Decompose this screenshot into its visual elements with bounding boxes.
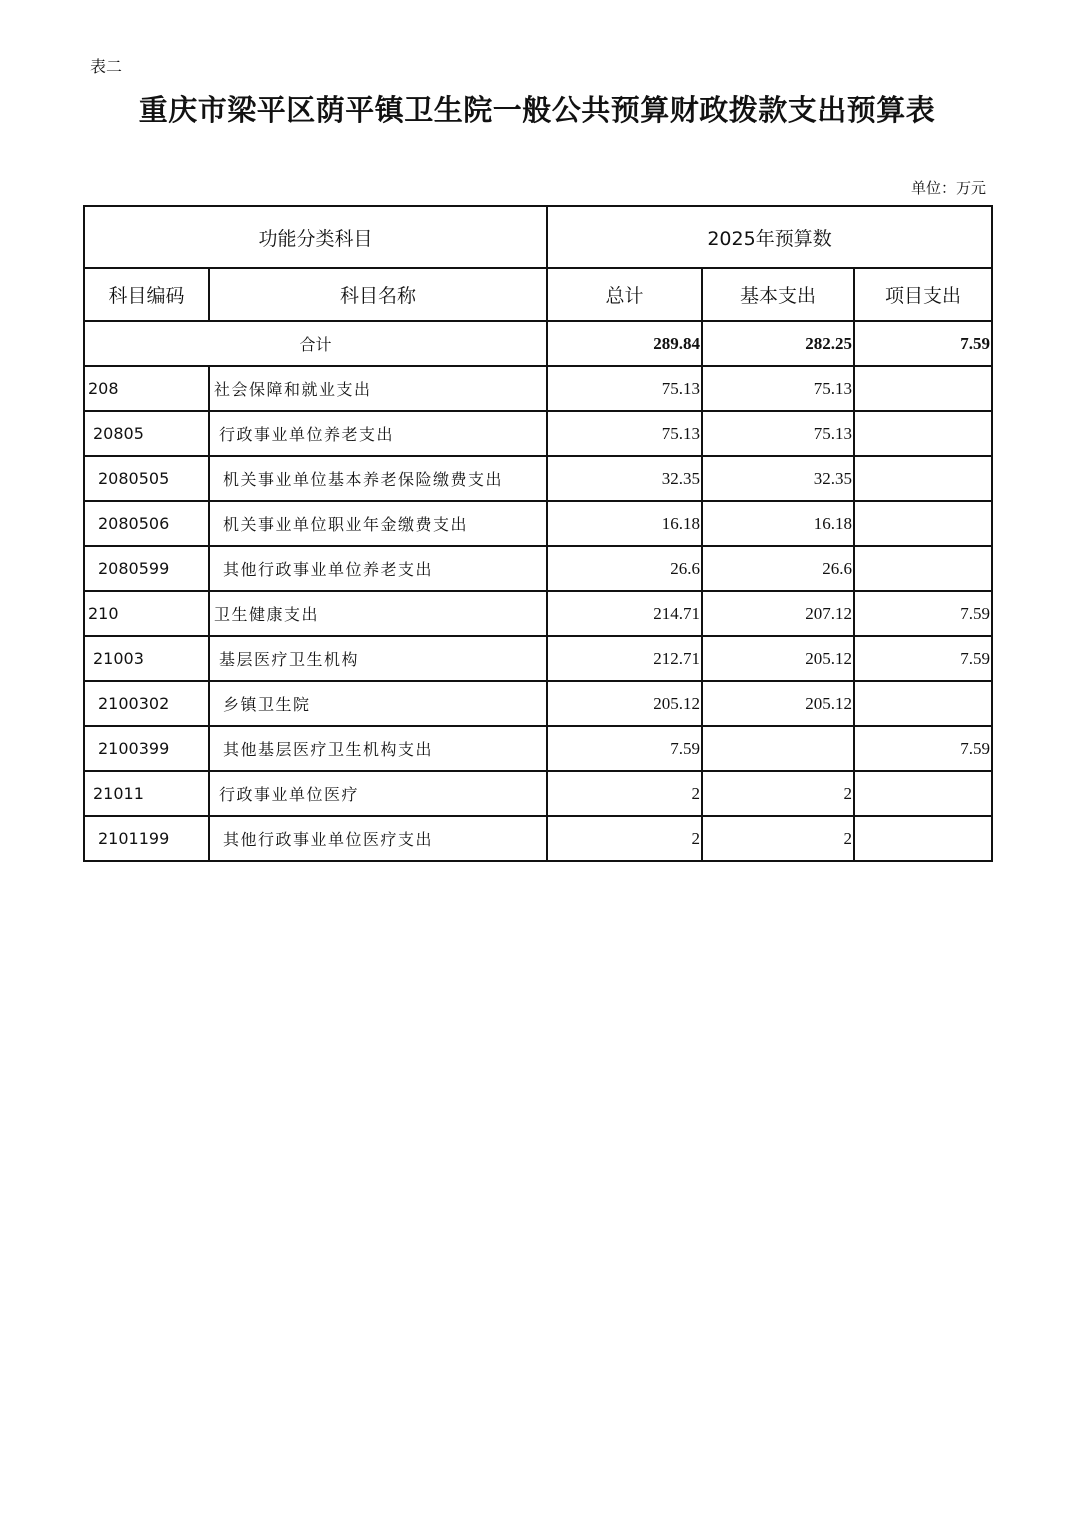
row-project: [854, 546, 992, 591]
row-project: [854, 816, 992, 861]
unit-label: 单位：万元: [910, 179, 986, 197]
table-row: [84, 366, 992, 411]
row-basic: 205.12: [702, 636, 854, 681]
row-name: 其他行政事业单位养老支出: [209, 546, 547, 591]
row-code: 2080506: [84, 501, 209, 546]
row-basic: 26.6: [702, 546, 854, 591]
table-label: 表二: [90, 57, 123, 76]
row-project: [854, 771, 992, 816]
total-sum: 289.84: [547, 321, 702, 366]
row-name: 机关事业单位基本养老保险缴费支出: [209, 456, 547, 501]
row-code: 2101199: [84, 816, 209, 861]
row-code: 2100399: [84, 726, 209, 771]
row-code: 2080505: [84, 456, 209, 501]
row-project: [854, 456, 992, 501]
header-budget-group: 2025年预算数: [547, 206, 992, 268]
row-name: 机关事业单位职业年金缴费支出: [209, 501, 547, 546]
row-project: 7.59: [854, 636, 992, 681]
row-project: [854, 366, 992, 411]
row-basic: 75.13: [702, 411, 854, 456]
header-function-group: 功能分类科目: [84, 206, 547, 268]
row-total: 75.13: [547, 411, 702, 456]
row-project: [854, 501, 992, 546]
row-basic: 16.18: [702, 501, 854, 546]
row-name: 其他基层医疗卫生机构支出: [209, 726, 547, 771]
row-total: 7.59: [547, 726, 702, 771]
table-row: [84, 411, 992, 456]
row-code: 21011: [84, 771, 209, 816]
row-name: 行政事业单位养老支出: [209, 411, 547, 456]
table-row: [84, 726, 992, 771]
table-row: [84, 546, 992, 591]
header-name: 科目名称: [209, 268, 547, 321]
row-name: 行政事业单位医疗: [209, 771, 547, 816]
row-total: 32.35: [547, 456, 702, 501]
row-code: 2100302: [84, 681, 209, 726]
row-code: 2080599: [84, 546, 209, 591]
row-project: 7.59: [854, 726, 992, 771]
row-name: 社会保障和就业支出: [209, 366, 547, 411]
row-code: 20805: [84, 411, 209, 456]
header-code: 科目编码: [84, 268, 209, 321]
table-row: [84, 591, 992, 636]
total-basic: 282.25: [702, 321, 854, 366]
row-total: 26.6: [547, 546, 702, 591]
row-name: 卫生健康支出: [209, 591, 547, 636]
total-label: 合计: [84, 321, 547, 366]
table-row: [84, 816, 992, 861]
row-name: 乡镇卫生院: [209, 681, 547, 726]
row-total: 214.71: [547, 591, 702, 636]
row-basic: 32.35: [702, 456, 854, 501]
header-basic: 基本支出: [702, 268, 854, 321]
row-total: 2: [547, 771, 702, 816]
row-name: 基层医疗卫生机构: [209, 636, 547, 681]
table-row: [84, 636, 992, 681]
row-project: [854, 411, 992, 456]
row-code: 210: [84, 591, 209, 636]
row-total: 2: [547, 816, 702, 861]
row-project: [854, 681, 992, 726]
row-code: 21003: [84, 636, 209, 681]
row-basic: 2: [702, 771, 854, 816]
header-total: 总计: [547, 268, 702, 321]
row-basic: 205.12: [702, 681, 854, 726]
page-title: 重庆市梁平区荫平镇卫生院一般公共预算财政拨款支出预算表: [138, 93, 936, 127]
total-row: [84, 321, 992, 366]
row-basic: 207.12: [702, 591, 854, 636]
header-row-columns: [84, 268, 992, 321]
header-row-group: [84, 206, 992, 268]
row-project: 7.59: [854, 591, 992, 636]
row-total: 75.13: [547, 366, 702, 411]
row-basic: 2: [702, 816, 854, 861]
row-code: 208: [84, 366, 209, 411]
row-total: 16.18: [547, 501, 702, 546]
row-basic: [702, 726, 854, 771]
row-name: 其他行政事业单位医疗支出: [209, 816, 547, 861]
header-project: 项目支出: [854, 268, 992, 321]
table-row: [84, 501, 992, 546]
row-total: 212.71: [547, 636, 702, 681]
budget-table: [83, 205, 993, 862]
total-project: 7.59: [854, 321, 992, 366]
table-row: [84, 771, 992, 816]
table-row: [84, 681, 992, 726]
row-basic: 75.13: [702, 366, 854, 411]
table-row: [84, 456, 992, 501]
row-total: 205.12: [547, 681, 702, 726]
